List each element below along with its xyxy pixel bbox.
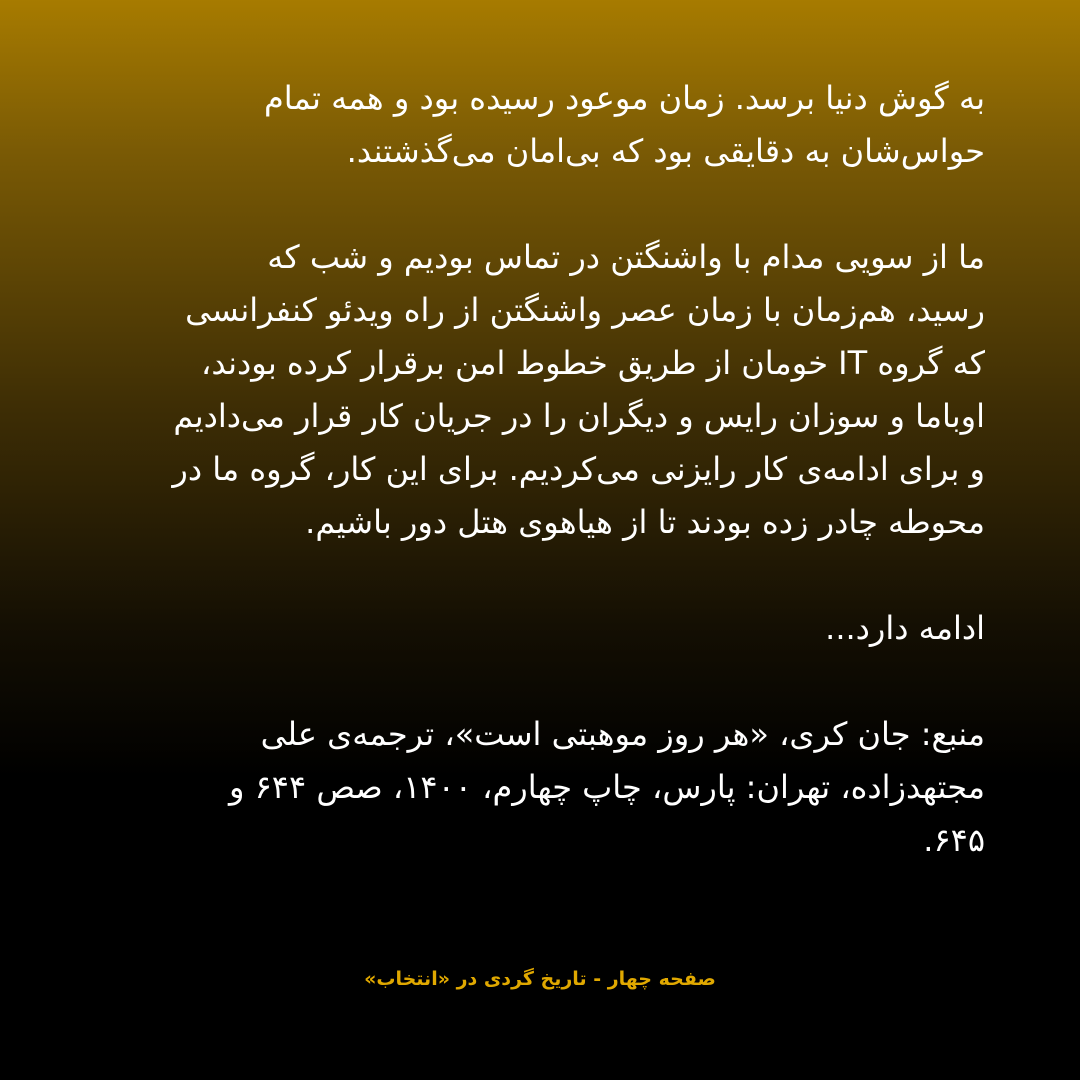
paragraph-spacer — [95, 655, 985, 708]
paragraph-spacer — [95, 178, 985, 231]
continued-note: ادامه دارد... — [825, 609, 985, 647]
paragraph-1: به گوش دنیا برسد. زمان موعود رسیده بود و همه تمام حواس‌شان به دقایقی بود که بی‌امان می‌گذشتند. — [263, 79, 985, 170]
article-body — [95, 72, 985, 867]
source-citation: منبع: جان کری، «هر روز موهبتی است»، ترجمه‌ی علی مجتهدزاده، تهران: پارس، چاپ چهارم، ۱۴۰۰، صص ۶۴۴ و ۶۴۵. — [228, 715, 985, 859]
paragraph-spacer — [95, 549, 985, 602]
paragraph-2: ما از سویی مدام با واشنگتن در تماس بودیم و شب که رسید، هم‌زمان با زمان عصر واشنگتن از راه ویدئو کنفرانسی که گروه IT خومان از طریق خطوط امن برقرار کرده بودند، اوباما و سوزان رایس و دیگران را در جریان کار قرار می‌دادیم و برای ادامه‌ی کار رایزنی می‌کردیم. برای این کار، گروه ما در محوطه چادر زده بودند تا از هیاهوی هتل دور باشیم. — [172, 238, 985, 541]
footer-caption: صفحه چهار - تاریخ گردی در «انتخاب» — [364, 968, 716, 990]
